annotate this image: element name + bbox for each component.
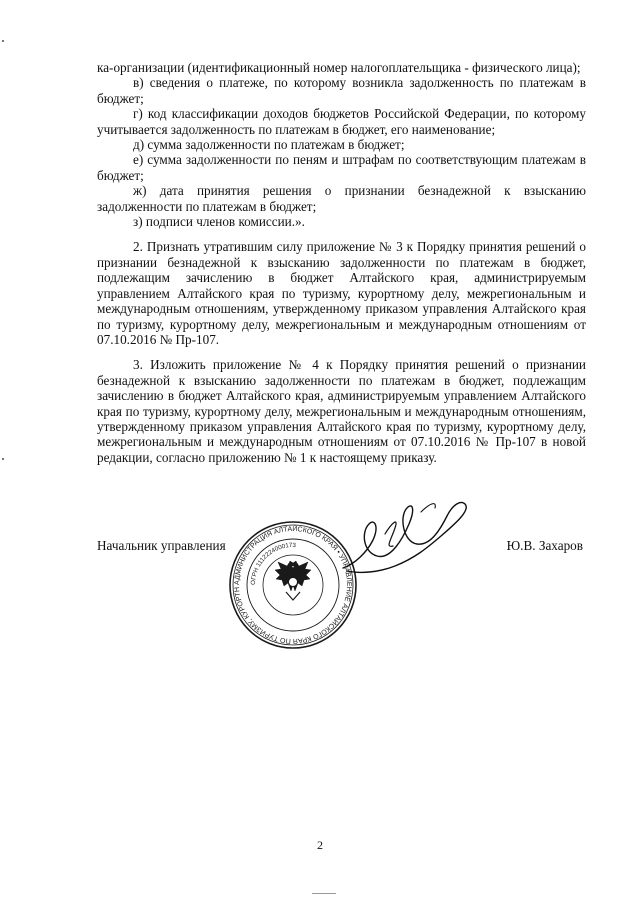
- page-number: 2: [317, 838, 323, 852]
- seal-inner-text: ОГРН 1112224000173: [249, 541, 296, 586]
- document-body: [97, 60, 586, 465]
- paragraph: г) код классификации доходов бюджетов Российской Федерации, по которому учитывается задолженность по платежам в бюджет, его наименование;: [97, 106, 586, 137]
- paragraph: з) подписи членов комиссии.».: [133, 214, 305, 230]
- paragraph: е) сумма задолженности по пеням и штрафам по соответствующим платежам в бюджет;: [97, 152, 586, 183]
- paragraph: в) сведения о платеже, по которому возникла задолженность по платежам в бюджет;: [97, 75, 586, 106]
- scan-mark: [2, 40, 4, 42]
- coat-of-arms-icon: [275, 561, 311, 600]
- scan-mark: [2, 458, 4, 460]
- paragraph: 2. Признать утратившим силу приложение № 3 к Порядку принятия решений о признании безнадежной к взысканию задолженности по платежам в бюджет, подлежащим зачислению в бюджет Алтайского края, администрируемым управлением Алтайского края по туризму, курортному делу, межрегиональным и международным отношениям, утвержденному приказом управления Алтайского края по туризму, курортному делу, межрегиональным и международным отношениям от 07.10.2016 № Пр-107.: [97, 239, 586, 347]
- signatory-name: Ю.В. Захаров: [506, 538, 583, 553]
- paragraph: ка-организации (идентификационный номер налогоплательщика - физического лица);: [97, 60, 581, 75]
- paragraph: д) сумма задолженности по платежам в бюджет;: [133, 137, 405, 153]
- scan-mark: [312, 893, 336, 894]
- handwritten-signature: [325, 494, 480, 579]
- paragraph: 3. Изложить приложение № 4 к Порядку принятия решений о признании безнадежной к взысканию задолженности по платежам в бюджет, подлежащим зачислению в бюджет Алтайского края, администрируемым управлением Алтайского края по туризму, курортному делу, межрегиональным и международным отношениям, утвержденному приказом управления Алтайского края по туризму, курортному делу, межрегиональным и международным отношениям от 07.10.2016 № Пр-107 в новой редакции, согласно приложению № 1 к настоящему приказу.: [97, 357, 586, 465]
- seal-outer-text: АДМИНИСТРАЦИЯ АЛТАЙСКОГО КРАЯ • УПРАВЛЕНИЕ АЛТАЙСКОГО КРАЯ ПО ТУРИЗМУ, КУРОРТН: [233, 525, 353, 645]
- signature-graphic: [325, 494, 480, 579]
- paragraph: ж) дата принятия решения о признании безнадежной к взысканию задолженности по платежам в бюджет;: [97, 183, 586, 214]
- signature-title: Начальник управления: [97, 538, 226, 553]
